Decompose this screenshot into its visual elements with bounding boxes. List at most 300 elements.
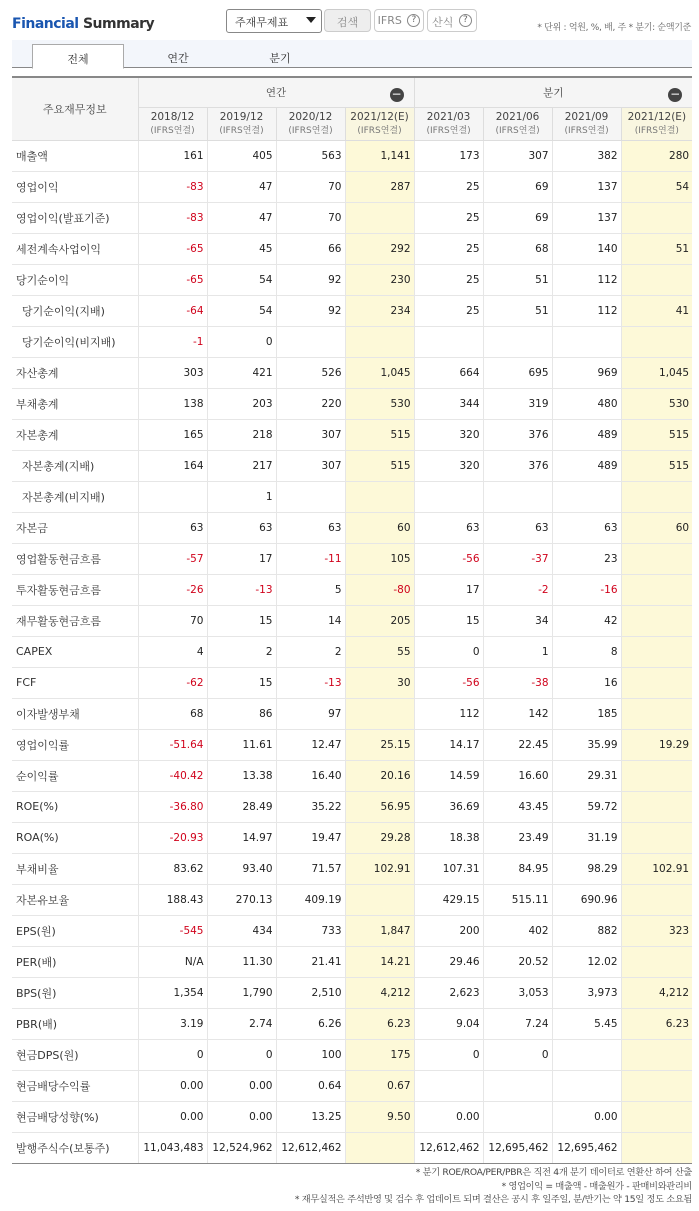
table-cell: 405	[207, 140, 276, 171]
table-cell: 320	[414, 450, 483, 481]
row-label: 자본금	[12, 512, 138, 543]
table-cell: 98.29	[552, 853, 621, 884]
table-cell	[621, 202, 692, 233]
table-cell: -51.64	[138, 729, 207, 760]
row-label: 현금배당성향(%)	[12, 1101, 138, 1132]
table-cell	[483, 1070, 552, 1101]
table-cell: 175	[345, 1039, 414, 1070]
table-cell	[621, 1039, 692, 1070]
table-cell: 1,045	[621, 357, 692, 388]
row-label: 재무활동현금흐름	[12, 605, 138, 636]
table-cell: 55	[345, 636, 414, 667]
table-cell: -13	[207, 574, 276, 605]
table-cell: 530	[345, 388, 414, 419]
table-cell: 0.64	[276, 1070, 345, 1101]
table-cell: 882	[552, 915, 621, 946]
table-row	[12, 915, 692, 946]
table-row	[12, 760, 692, 791]
table-cell: 35.22	[276, 791, 345, 822]
table-cell	[621, 1070, 692, 1101]
row-label: 당기순이익	[12, 264, 138, 295]
table-cell: 161	[138, 140, 207, 171]
table-cell: 69	[483, 171, 552, 202]
period-date: 2019/12	[219, 110, 264, 123]
table-cell: 382	[552, 140, 621, 171]
table-row	[12, 171, 692, 202]
table-row	[12, 388, 692, 419]
column-header-item: 주요재무정보	[12, 77, 138, 140]
table-cell: 323	[621, 915, 692, 946]
table-cell: 69	[483, 202, 552, 233]
table-cell	[345, 698, 414, 729]
table-cell: 51	[621, 233, 692, 264]
title-financial: Financial	[12, 16, 79, 32]
row-label: PBR(배)	[12, 1008, 138, 1039]
unit-note: * 단위 : 억원, %, 배, 주 * 분기: 순액기준	[537, 23, 691, 33]
period-basis: (IFRS연결)	[564, 125, 609, 136]
row-label: 세전계속사업이익	[12, 233, 138, 264]
table-cell	[621, 760, 692, 791]
table-cell: 376	[483, 450, 552, 481]
table-row	[12, 1101, 692, 1132]
table-cell: 54	[621, 171, 692, 202]
table-cell: 1,354	[138, 977, 207, 1008]
row-label: ROE(%)	[12, 791, 138, 822]
row-label: 매출액	[12, 140, 138, 171]
table-cell: 319	[483, 388, 552, 419]
table-cell: 112	[552, 295, 621, 326]
table-cell: 93.40	[207, 853, 276, 884]
table-cell: 17	[207, 543, 276, 574]
table-row	[12, 822, 692, 853]
table-cell: 563	[276, 140, 345, 171]
table-cell: 220	[276, 388, 345, 419]
table-row	[12, 450, 692, 481]
table-row	[12, 574, 692, 605]
table-cell	[345, 481, 414, 512]
table-cell: 30	[345, 667, 414, 698]
table-row	[12, 636, 692, 667]
table-cell: 63	[552, 512, 621, 543]
group-quarter-label: 분기	[543, 86, 564, 99]
table-cell: 1,045	[345, 357, 414, 388]
period-basis: (IFRS연결)	[150, 125, 195, 136]
row-label: 현금DPS(원)	[12, 1039, 138, 1070]
table-cell: 12,524,962	[207, 1132, 276, 1163]
period-basis: (IFRS연결)	[495, 125, 540, 136]
table-cell: 664	[414, 357, 483, 388]
table-cell: 185	[552, 698, 621, 729]
table-cell: 421	[207, 357, 276, 388]
table-cell: 6.26	[276, 1008, 345, 1039]
table-cell: 25	[414, 202, 483, 233]
table-cell: -545	[138, 915, 207, 946]
financial-summary-table	[12, 76, 692, 1164]
table-cell: 112	[414, 698, 483, 729]
table-cell	[414, 1070, 483, 1101]
table-cell: 29.28	[345, 822, 414, 853]
statement-type-select[interactable]	[226, 9, 322, 33]
table-cell: 1,790	[207, 977, 276, 1008]
table-cell: 0	[138, 1039, 207, 1070]
table-cell: 29.46	[414, 946, 483, 977]
table-cell	[276, 326, 345, 357]
group-header-quarter	[414, 77, 692, 107]
table-cell: 1	[483, 636, 552, 667]
search-button[interactable]: 검색	[324, 9, 371, 32]
table-row	[12, 605, 692, 636]
table-cell: 515.11	[483, 884, 552, 915]
table-cell	[483, 326, 552, 357]
table-cell: 7.24	[483, 1008, 552, 1039]
table-cell: 18.38	[414, 822, 483, 853]
table-cell: 515	[345, 419, 414, 450]
period-date: 2021/03	[426, 110, 471, 123]
row-label: 영업이익	[12, 171, 138, 202]
row-label: PER(배)	[12, 946, 138, 977]
table-cell: 0	[414, 636, 483, 667]
table-cell	[483, 481, 552, 512]
formula-label: 산식	[432, 16, 454, 29]
period-header	[483, 107, 552, 140]
footnote: * 분기 ROE/ROA/PER/PBR은 직전 4개 분기 데이터로 연환산 하여 산출	[415, 1167, 692, 1178]
table-cell: 969	[552, 357, 621, 388]
table-cell: 16	[552, 667, 621, 698]
row-label: 부채총계	[12, 388, 138, 419]
table-cell: 695	[483, 357, 552, 388]
table-cell: 60	[621, 512, 692, 543]
table-cell	[621, 1132, 692, 1163]
table-cell: 36.69	[414, 791, 483, 822]
table-cell: -57	[138, 543, 207, 574]
row-label: 순이익률	[12, 760, 138, 791]
footnotes	[295, 1166, 692, 1207]
table-cell: 200	[414, 915, 483, 946]
period-header	[207, 107, 276, 140]
table-cell	[345, 202, 414, 233]
table-cell: 3,973	[552, 977, 621, 1008]
table-row	[12, 357, 692, 388]
table-cell: 480	[552, 388, 621, 419]
table-row	[12, 1039, 692, 1070]
collapse-annual-icon[interactable]: −	[391, 87, 402, 101]
table-row	[12, 791, 692, 822]
period-header	[552, 107, 621, 140]
period-tabs	[12, 40, 692, 68]
table-cell: 234	[345, 295, 414, 326]
table-cell: 15	[414, 605, 483, 636]
table-cell: 320	[414, 419, 483, 450]
table-cell	[345, 1132, 414, 1163]
table-cell: 14.17	[414, 729, 483, 760]
table-cell: 20.16	[345, 760, 414, 791]
table-row	[12, 884, 692, 915]
row-label: 자본총계(비지배)	[12, 481, 138, 512]
table-cell: 287	[345, 171, 414, 202]
table-cell	[276, 481, 345, 512]
period-header	[138, 107, 207, 140]
table-cell: 25	[414, 233, 483, 264]
table-cell: 11,043,483	[138, 1132, 207, 1163]
ifrs-label: IFRS	[377, 14, 402, 27]
table-cell: 173	[414, 140, 483, 171]
table-cell: 9.50	[345, 1101, 414, 1132]
period-header	[345, 107, 414, 140]
table-cell: 515	[345, 450, 414, 481]
table-cell: 28.49	[207, 791, 276, 822]
table-cell	[621, 1101, 692, 1132]
table-row	[12, 264, 692, 295]
table-cell: 59.72	[552, 791, 621, 822]
table-cell: 2	[276, 636, 345, 667]
row-label: BPS(원)	[12, 977, 138, 1008]
table-cell: 70	[138, 605, 207, 636]
table-cell: 3,053	[483, 977, 552, 1008]
table-cell: 4,212	[345, 977, 414, 1008]
table-cell: 280	[621, 140, 692, 171]
table-cell: 14.97	[207, 822, 276, 853]
tab-all[interactable]: 전체	[32, 44, 124, 69]
table-cell: 2	[207, 636, 276, 667]
row-label: CAPEX	[12, 636, 138, 667]
table-cell: 92	[276, 295, 345, 326]
table-row	[12, 729, 692, 760]
table-cell: 51	[483, 295, 552, 326]
footnote: * 재무실적은 주석반영 및 검수 후 업데이트 되며 결산은 공시 후 일주일, 분/반기는 약 15일 정도 소요됨	[294, 1194, 692, 1205]
tab-annual[interactable]: 연간	[167, 52, 189, 65]
row-label: 당기순이익(비지배)	[12, 326, 138, 357]
table-cell: 14.59	[414, 760, 483, 791]
table-cell: 19.29	[621, 729, 692, 760]
table-cell: -64	[138, 295, 207, 326]
table-cell: 0	[207, 1039, 276, 1070]
row-label: 투자활동현금흐름	[12, 574, 138, 605]
table-cell: 34	[483, 605, 552, 636]
table-cell	[621, 326, 692, 357]
table-cell: 217	[207, 450, 276, 481]
table-cell: 307	[276, 450, 345, 481]
table-cell: 515	[621, 450, 692, 481]
table-cell: -26	[138, 574, 207, 605]
table-cell: -37	[483, 543, 552, 574]
table-cell: 203	[207, 388, 276, 419]
table-cell: 0.00	[552, 1101, 621, 1132]
table-cell: -16	[552, 574, 621, 605]
table-cell: 429.15	[414, 884, 483, 915]
table-cell	[621, 884, 692, 915]
table-cell: 12.02	[552, 946, 621, 977]
table-cell: 142	[483, 698, 552, 729]
table-cell: 307	[276, 419, 345, 450]
period-basis: (IFRS연결)	[288, 125, 333, 136]
table-cell: -65	[138, 233, 207, 264]
table-cell: -83	[138, 171, 207, 202]
row-label: 현금배당수익률	[12, 1070, 138, 1101]
table-cell: 54	[207, 264, 276, 295]
table-cell: 83.62	[138, 853, 207, 884]
table-cell: 1,141	[345, 140, 414, 171]
table-cell: 12,612,462	[276, 1132, 345, 1163]
table-cell: 137	[552, 171, 621, 202]
table-cell	[414, 481, 483, 512]
table-cell: 6.23	[345, 1008, 414, 1039]
table-cell: 70	[276, 171, 345, 202]
group-header-annual	[138, 77, 414, 107]
table-row	[12, 326, 692, 357]
table-cell: 68	[138, 698, 207, 729]
table-cell: 14.21	[345, 946, 414, 977]
table-cell: 230	[345, 264, 414, 295]
period-date: 2021/12(E)	[350, 110, 409, 123]
table-cell: 63	[483, 512, 552, 543]
period-basis: (IFRS연결)	[426, 125, 471, 136]
table-cell: 9.04	[414, 1008, 483, 1039]
table-cell: 376	[483, 419, 552, 450]
table-cell: 47	[207, 171, 276, 202]
table-cell: 218	[207, 419, 276, 450]
table-cell: 8	[552, 636, 621, 667]
page-title	[12, 16, 154, 32]
row-label: 자본유보율	[12, 884, 138, 915]
period-date: 2021/12(E)	[627, 110, 687, 123]
table-cell: 25	[414, 264, 483, 295]
table-row	[12, 1070, 692, 1101]
table-cell	[345, 326, 414, 357]
table-cell: 303	[138, 357, 207, 388]
table-cell: 105	[345, 543, 414, 574]
table-cell: -56	[414, 543, 483, 574]
table-cell: 11.30	[207, 946, 276, 977]
tab-quarterly[interactable]: 분기	[269, 52, 291, 65]
table-cell	[552, 326, 621, 357]
table-cell: 0.00	[207, 1070, 276, 1101]
table-cell: 47	[207, 202, 276, 233]
table-cell: 530	[621, 388, 692, 419]
table-row	[12, 853, 692, 884]
table-cell: 17	[414, 574, 483, 605]
table-cell: -2	[483, 574, 552, 605]
table-cell	[621, 822, 692, 853]
table-cell: 25	[414, 171, 483, 202]
table-cell: 19.47	[276, 822, 345, 853]
table-cell: 86	[207, 698, 276, 729]
table-cell: 63	[276, 512, 345, 543]
table-cell: 307	[483, 140, 552, 171]
table-cell: -38	[483, 667, 552, 698]
row-label: 영업활동현금흐름	[12, 543, 138, 574]
table-cell: 0.00	[138, 1070, 207, 1101]
row-label: 영업이익(발표기준)	[12, 202, 138, 233]
table-cell: 14	[276, 605, 345, 636]
table-cell: 2.74	[207, 1008, 276, 1039]
table-cell: 16.40	[276, 760, 345, 791]
row-label: 발행주식수(보통주)	[12, 1132, 138, 1163]
table-row	[12, 140, 692, 171]
table-cell: 0	[207, 326, 276, 357]
table-row	[12, 512, 692, 543]
table-cell: 165	[138, 419, 207, 450]
row-label: 영업이익률	[12, 729, 138, 760]
table-cell: 0	[414, 1039, 483, 1070]
table-cell	[621, 636, 692, 667]
table-cell: 0	[483, 1039, 552, 1070]
table-cell: 0.67	[345, 1070, 414, 1101]
table-cell: 71.57	[276, 853, 345, 884]
table-cell: 25.15	[345, 729, 414, 760]
table-cell: -65	[138, 264, 207, 295]
table-cell: 16.60	[483, 760, 552, 791]
formula-help-button[interactable]	[427, 9, 477, 32]
table-row	[12, 543, 692, 574]
table-cell: -56	[414, 667, 483, 698]
table-cell: 344	[414, 388, 483, 419]
table-cell: 12,612,462	[414, 1132, 483, 1163]
table-cell: 188.43	[138, 884, 207, 915]
table-cell: 137	[552, 202, 621, 233]
table-cell: 20.52	[483, 946, 552, 977]
table-row	[12, 1008, 692, 1039]
row-label: 자본총계(지배)	[12, 450, 138, 481]
ifrs-help-button[interactable]	[374, 9, 424, 32]
table-cell: 164	[138, 450, 207, 481]
table-cell: 102.91	[345, 853, 414, 884]
table-cell	[552, 1070, 621, 1101]
table-cell: 402	[483, 915, 552, 946]
row-label: 부채비율	[12, 853, 138, 884]
table-cell: 1,847	[345, 915, 414, 946]
table-cell: -13	[276, 667, 345, 698]
row-label: EPS(원)	[12, 915, 138, 946]
table-cell	[621, 698, 692, 729]
question-icon: ?	[459, 14, 472, 27]
table-cell: 60	[345, 512, 414, 543]
table-cell: 45	[207, 233, 276, 264]
period-basis: (IFRS연결)	[219, 125, 264, 136]
period-date: 2018/12	[150, 110, 195, 123]
table-cell: 63	[138, 512, 207, 543]
table-cell	[621, 605, 692, 636]
table-cell: -80	[345, 574, 414, 605]
table-cell: 102.91	[621, 853, 692, 884]
collapse-quarter-icon[interactable]: −	[670, 87, 681, 101]
table-cell: 92	[276, 264, 345, 295]
table-cell	[621, 481, 692, 512]
table-cell: 4,212	[621, 977, 692, 1008]
table-cell: 23	[552, 543, 621, 574]
table-cell	[414, 326, 483, 357]
table-cell: 3.19	[138, 1008, 207, 1039]
table-cell: 21.41	[276, 946, 345, 977]
table-cell: 1	[207, 481, 276, 512]
table-cell: 2,510	[276, 977, 345, 1008]
table-cell: 292	[345, 233, 414, 264]
table-cell: -62	[138, 667, 207, 698]
table-cell: 5.45	[552, 1008, 621, 1039]
table-cell: 140	[552, 233, 621, 264]
table-cell: 23.49	[483, 822, 552, 853]
table-cell: 15	[207, 605, 276, 636]
table-cell: 2,623	[414, 977, 483, 1008]
table-cell: 4	[138, 636, 207, 667]
table-cell: 107.31	[414, 853, 483, 884]
table-cell: 31.19	[552, 822, 621, 853]
table-cell: 51	[483, 264, 552, 295]
table-cell: 100	[276, 1039, 345, 1070]
table-row	[12, 667, 692, 698]
table-cell: 526	[276, 357, 345, 388]
table-cell: 68	[483, 233, 552, 264]
row-label: 이자발생부채	[12, 698, 138, 729]
